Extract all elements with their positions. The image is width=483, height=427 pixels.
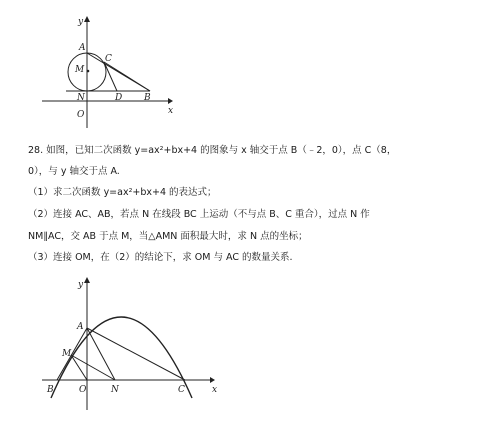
fig2-label-b: B [47,385,54,395]
fig1-label-y: y [78,17,84,27]
fig2-label-m: M [62,349,72,359]
fig2-label-c: C [178,385,185,395]
fig2-label-y: y [78,280,84,290]
fig1-label-n: N [77,93,85,103]
question-2-part-b: NM∥AC，交 AB 于点 M，当△AMN 面积最大时，求 N 点的坐标； [28,231,308,242]
problem-line-2: 0），与 y 轴交于点 A. [28,166,120,177]
fig1-label-a: A [79,43,86,53]
fig1-label-m: M [75,65,85,75]
question-2-part-a: （2）连接 AC、AB，若点 N 在线段 BC 上运动（不与点 B、C 重合），过点 N 作 [28,209,370,220]
fig2-y-arrow [84,277,90,283]
fig2-line-o-m [71,355,87,380]
problem-line-1: 28. 如图，已知二次函数 y=ax²+bx+4 的图象与 x 轴交于点 B（﹣2，0），点 C（8， [28,145,397,156]
fig2-x-arrow [210,377,215,383]
fig2-label-o: O [79,385,87,395]
fig2-label-n: N [111,385,119,395]
fig1-label-c: C [105,54,112,64]
fig1-label-o: O [77,110,85,120]
fig2-label-a: A [77,322,84,332]
fig1-label-x: x [168,106,174,116]
fig1-label-b: B [144,93,151,103]
fig2-label-x: x [212,385,218,395]
fig1-label-d: D [115,93,123,103]
question-1: （1）求二次函数 y=ax²+bx+4 的表达式； [28,187,217,198]
question-3: （3）连接 OM，在（2）的结论下，求 OM 与 AC 的数量关系. [28,252,293,263]
